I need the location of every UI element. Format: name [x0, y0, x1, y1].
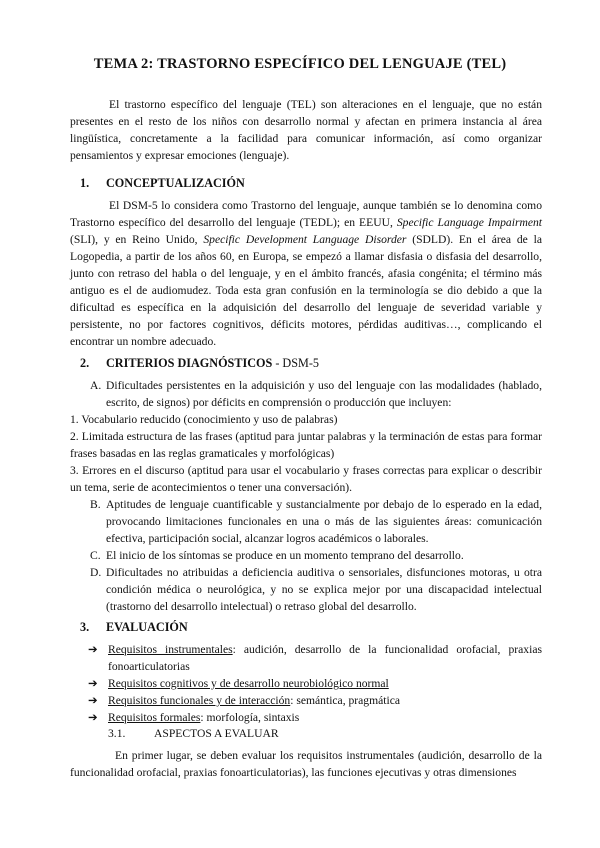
subsection-3-1-heading: ASPECTOS A EVALUAR [154, 727, 279, 740]
section-2-heading [106, 356, 319, 371]
section-1-paragraph [70, 197, 542, 350]
s1-italic-sli: Specific Language Impairment [396, 216, 542, 229]
arrow-icon: ➔ [88, 694, 98, 707]
requirement-instrumental [88, 641, 542, 675]
criterion-b-letter: B. [90, 498, 101, 511]
requirement-cognitive-label: Requisitos cognitivos y de desarrollo neurobiológico normal [108, 677, 389, 690]
section-1-heading: CONCEPTUALIZACIÓN [106, 176, 245, 190]
arrow-icon: ➔ [88, 711, 98, 724]
requirement-instrumental-label: Requisitos instrumentales [108, 643, 233, 656]
requirement-cognitive-text [108, 675, 542, 692]
criterion-d-text: Dificultades no atribuidas a deficiencia auditiva o sensoriales, disfunciones motoras, u otra condición médica o neurológica, y no se explica mejor por una discapacidad intelectual (trastorno del desarrollo intelectual) o retraso global del desarrollo. [106, 566, 542, 613]
section-2-number: 2. [80, 356, 90, 370]
requirement-cognitive [88, 675, 542, 692]
page-title: TEMA 2: TRASTORNO ESPECÍFICO DEL LENGUAJE (TEL) [93, 56, 507, 72]
requirement-instrumental-detail: : audición, desarrollo de la funcionalidad orofacial, praxias fonoarticulatorias [108, 643, 542, 673]
s1-text-a: El DSM-5 lo considera como Trastorno del lenguaje, aunque también se lo denomina como Trastorno específico del desarrollo del lenguaje (TEDL); en EEUU, [70, 199, 542, 229]
requirement-functional-label: Requisitos funcionales y de interacción [108, 694, 291, 707]
requirement-formal-text [108, 709, 542, 726]
requirement-instrumental-text [108, 641, 542, 675]
requirement-formal [88, 709, 542, 726]
criterion-c-letter: C. [90, 549, 101, 562]
criterion-a-item-1: 1. Vocabulario reducido (conocimiento y uso de palabras) [70, 413, 338, 426]
requirement-functional [88, 692, 542, 709]
section-3-1-paragraph: En primer lugar, se deben evaluar los requisitos instrumentales (audición, desarrollo de la funcionalidad orofacial, praxias fonoarticulatorias), las funciones ejecutivas y otras dimensiones [70, 749, 542, 779]
section-2-heading-text: CRITERIOS DIAGNÓSTICOS [106, 356, 273, 370]
arrow-icon: ➔ [88, 677, 98, 690]
criterion-b-text: Aptitudes de lenguaje cuantificable y sustancialmente por debajo de lo esperado en la edad, provocando limitaciones funcionales en una o más de las siguientes áreas: comunicación efectiva, participación social, alcanzar logros académicos o laborales. [106, 498, 542, 545]
criterion-a-item-2: 2. Limitada estructura de las frases (aptitud para juntar palabras y la terminación de estas para formar frases basadas en las reglas gramaticales y morfológicas) [70, 430, 542, 460]
s1-text-b: (SLI), y en Reino Unido, [70, 233, 204, 246]
section-3-number: 3. [80, 620, 90, 634]
requirement-functional-text [108, 692, 542, 709]
arrow-icon: ➔ [88, 643, 98, 656]
criterion-d-letter: D. [90, 566, 102, 579]
criterion-a-text: Dificultades persistentes en la adquisición y uso del lenguaje con las modalidades (hablado, escrito, de signos) por déficits en comprensión o producción que incluyen: [106, 379, 542, 409]
criterion-c-text: El inicio de los síntomas se produce en un momento temprano del desarrollo. [106, 549, 464, 562]
s1-text-c: (SDLD). En el área de la Logopedia, a partir de los años 60, en Europa, se empezó a llamar disfasia o disfasia del desarrollo, junto con retraso del habla o del lenguaje, y en el ámbito francés, afasia congénita; el término más antiguo es el de audiomudez. Toda esta gran confusión en la terminología se dio debido a que la dificultad es específica en la adquisición del desarrollo del lenguaje de severidad variable y persistente, no por factores cognitivos, déficits motores, pérdidas auditivas…, complicando el encontrar un nombre adecuado. [70, 233, 542, 348]
section-1-number: 1. [80, 176, 90, 190]
criterion-a-letter: A. [90, 379, 102, 392]
requirement-formal-detail: : morfología, sintaxis [200, 711, 300, 724]
section-3-heading: EVALUACIÓN [106, 620, 188, 634]
criterion-a-item-3: 3. Errores en el discurso (aptitud para usar el vocabulario y frases correctas para explicar o describir un tema, serie de acontecimientos o tener una conversación). [70, 464, 542, 494]
requirement-functional-detail: : semántica, pragmática [290, 694, 401, 707]
s1-italic-sdld: Specific Development Language Disorder [203, 233, 407, 246]
section-2-heading-suffix: - DSM-5 [272, 356, 320, 370]
requirement-formal-label: Requisitos formales [108, 711, 201, 724]
subsection-3-1-number: 3.1. [108, 727, 126, 740]
intro-paragraph: El trastorno específico del lenguaje (TEL) son alteraciones en el lenguaje, que no están presentes en el resto de los niños con desarrollo normal y afectan en primera instancia al área lingüística, concretamente a la facilidad para comunicar información, así como organizar pensamientos y expresar emociones (lenguaje). [70, 98, 542, 162]
